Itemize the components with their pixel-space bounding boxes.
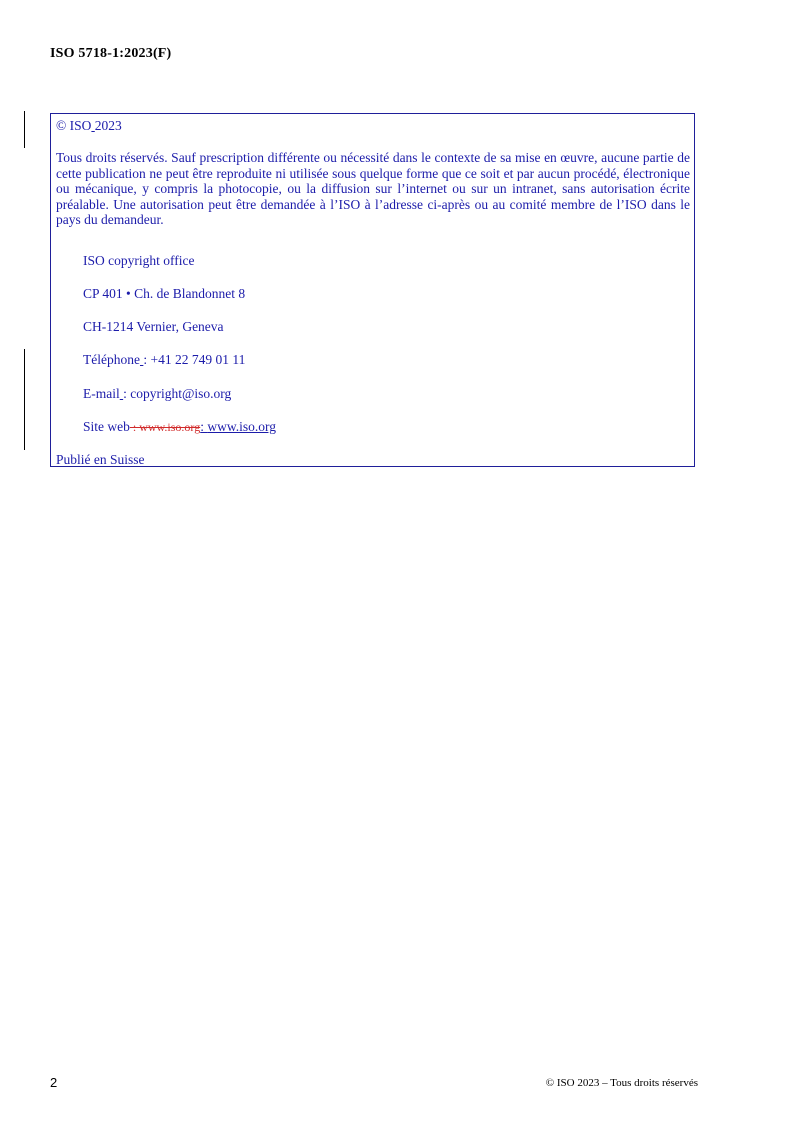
website-label: Site web [83, 419, 130, 434]
email-value: : copyright@iso.org [123, 386, 232, 401]
copyright-notice-box [50, 113, 695, 467]
address-postal: CP 401 • Ch. de Blandonnet 8 [83, 286, 246, 301]
phone-line [83, 352, 245, 368]
published-in: Publié en Suisse [56, 452, 145, 467]
phone-value: : +41 22 749 01 11 [143, 352, 246, 367]
copyright-prefix: © ISO [56, 118, 92, 133]
page-number: 2 [50, 1075, 58, 1090]
address-city: CH-1214 Vernier, Geneva [83, 319, 224, 334]
copyright-year: 2023 [94, 118, 122, 133]
website-link[interactable]: www.iso.org [207, 419, 276, 434]
footer-copyright: © ISO 2023 – Tous droits réservés [545, 1077, 698, 1089]
change-bar [24, 349, 25, 450]
inserted-separator: : [200, 419, 208, 434]
address-office: ISO copyright office [83, 253, 195, 268]
deleted-text: : www.iso.org [129, 420, 201, 434]
copyright-line [56, 118, 122, 134]
phone-label: Téléphone [83, 352, 140, 367]
rights-paragraph: Tous droits réservés. Sauf prescription différente ou nécessité dans le contexte de sa mise en œuvre, aucune partie de cette publication ne peut être reproduite ni utilisée sous quelque forme que ce soit et par aucun procédé, électronique ou mécanique, y compris la photocopie, ou la diffusion sur l’internet ou sur un intranet, sans autorisation écrite préalable. Une autorisation peut être demandée à l’ISO à l’adresse ci-après ou au comité membre de l’ISO dans le pays du demandeur. [56, 150, 690, 228]
website-line [83, 419, 276, 435]
change-bar [24, 111, 25, 148]
email-line [83, 386, 231, 402]
email-label: E-mail [83, 386, 120, 401]
document-id-header: ISO 5718-1:2023(F) [50, 46, 172, 61]
